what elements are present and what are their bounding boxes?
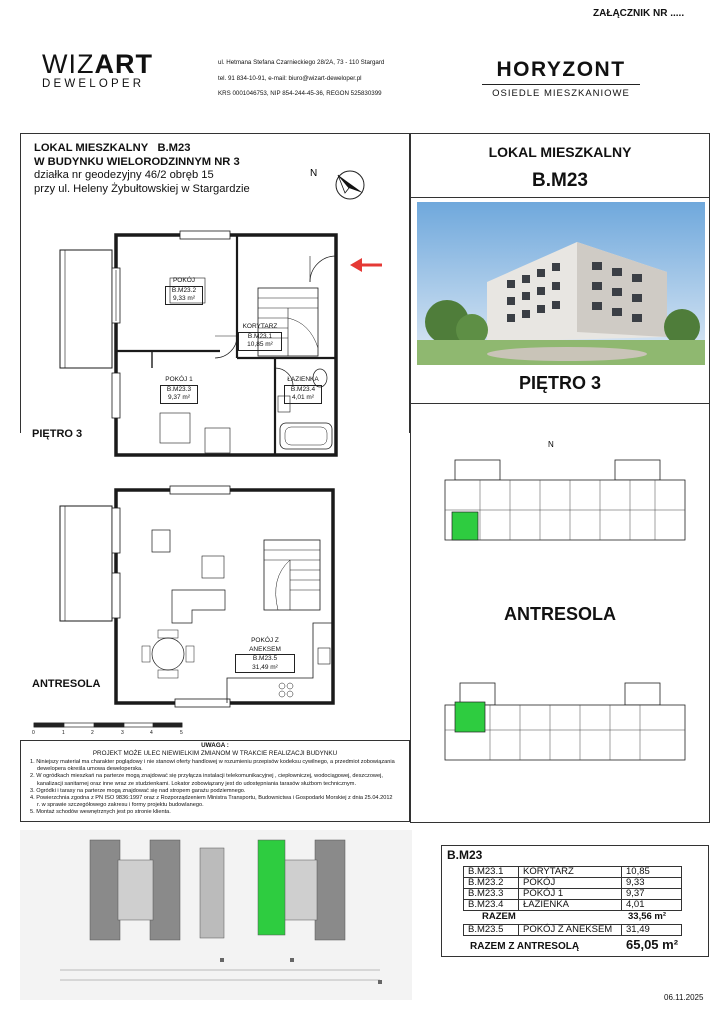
table-row: B.M23.3 POKÓJ 1 9,37 <box>464 889 682 900</box>
notes-subtitle: PROJEKT MOŻE ULEC NIEWIELKIM ZMIANOM W TRAKCIE REALIZACJI BUDYNKU <box>92 750 338 757</box>
table-row: B.M23.4 ŁAZIENKA 4,01 <box>464 900 682 911</box>
unit-line1-b: B.M23 <box>157 142 191 154</box>
unit-line3: działka nr geodezyjny 46/2 obręb 15 <box>34 169 214 181</box>
estate-name: HORYZONT <box>496 58 626 81</box>
notes-title: UWAGA : <box>201 742 229 749</box>
company-contact: tel. 91 834-10-91, e-mail: biuro@wizart-deweloper.pl <box>218 74 362 82</box>
summary-title: B.M23 <box>447 848 483 862</box>
horyzont-logo <box>476 58 646 99</box>
notes-list: 1. Niniejszy materiał ma charakter poglądowy i nie stanowi oferty handlowej w rozumieniu przepisów kodeksu cywilnego, a przedmiot zobowiązania dewelopera określa umowa deweloperska. 2. W ogródkach mieszkań na parterze mogą znajdować się przyłącza instalacji telekomunikacyjnej , ciepłowniczej, wodociągowej, deszczowej, kanalizacji sanitarnej oraz inne wraz ze studzienkami. Lokator zobowiązany jest do udostępniania tarasów służbom technicznym. 3. Ogródki i tarasy na parterze mogą znajdować się nad stropem garażu podziemnego. 4. Powierzchnia zgodna z PN ISO 9836:1997 oraz z Rozporządzeniem Ministra Transportu, Budownictwa i Gospodarki Morskiej z dnia 25.04.2012 r. w sprawie szczegółowego zakresu i formy projektu budowlanego. 5. Montaż schodów wewnętrznych jest po stronie klienta. <box>30 759 395 816</box>
building-render-image <box>417 202 705 365</box>
key-highlight-unit <box>452 512 478 540</box>
key-north: N <box>548 440 554 449</box>
north-compass-icon <box>305 160 375 210</box>
panel-title: LOKAL MIESZKALNY <box>488 144 632 160</box>
site-highlight-building <box>258 840 285 935</box>
divider <box>410 403 710 404</box>
table-row: B.M23.2 POKÓJ 9,33 <box>464 878 682 889</box>
panel-floor-heading: PIĘTRO 3 <box>518 373 602 393</box>
mezzanine-key-plan <box>440 675 690 775</box>
site-plan <box>20 830 412 1000</box>
floor-plan-drawing <box>20 218 410 748</box>
footer-date: 06.11.2025 <box>664 993 704 1002</box>
unit-line2: W BUDYNKU WIELORODZINNYM NR 3 <box>34 155 240 168</box>
key-highlight-mezz <box>455 702 485 732</box>
summary-grand-label: RAZEM Z ANTRESOLĄ <box>470 941 580 952</box>
mezzanine-label: ANTRESOLA <box>32 678 101 690</box>
panel-code: B.M23 <box>532 170 588 191</box>
logo-sub: DEWELOPER <box>42 78 145 90</box>
floor-label: PIĘTRO 3 <box>32 428 83 440</box>
summary-grand-value: 65,05 m² <box>626 937 679 952</box>
summary-total-label: RAZEM <box>482 911 516 922</box>
room-label-lazienka: ŁAZIENKA B.M23.4 4,01 m² <box>284 376 322 404</box>
annex-label: ZAŁĄCZNIK NR ..... <box>593 8 685 19</box>
unit-line1-a: LOKAL MIESZKALNY <box>34 142 149 154</box>
unit-line4: przy ul. Heleny Żybułtowskiej w Stargardzie <box>34 182 250 195</box>
estate-sub: OSIEDLE MIESZKANIOWE <box>492 88 630 99</box>
room-label-korytarz: KORYTARZ B.M23.1 10,85 m² <box>238 323 282 351</box>
north-letter: N <box>310 168 318 179</box>
logo-wiz: WIZ <box>42 49 95 79</box>
room-label-pokoj-1: POKÓJ 1 B.M23.3 9,37 m² <box>160 376 198 404</box>
wizart-logo <box>42 50 162 90</box>
room-label-pokoj-z-aneksem: POKÓJ Z ANEKSEM B.M23.5 31,49 m² <box>235 637 295 673</box>
summary-mezz-table <box>463 924 682 936</box>
room-label-pokoj: POKÓJ B.M23.2 9,33 m² <box>165 277 203 305</box>
company-registry: KRS 0001046753, NIP 854-244-45-36, REGON 525830399 <box>218 90 382 97</box>
summary-table <box>463 866 682 911</box>
panel-mezzanine-heading: ANTRESOLA <box>504 604 616 624</box>
summary-total-value: 33,56 m² <box>628 911 667 922</box>
company-address: ul. Hetmana Stefana Czarnieckiego 28/2A, 73 - 110 Stargard <box>218 59 385 66</box>
table-row: B.M23.5 POKÓJ Z ANEKSEM 31,49 <box>464 925 682 936</box>
table-row: B.M23.1 KORYTARZ 10,85 <box>464 867 682 878</box>
logo-art: ART <box>94 49 153 79</box>
floor-key-plan <box>440 440 690 560</box>
